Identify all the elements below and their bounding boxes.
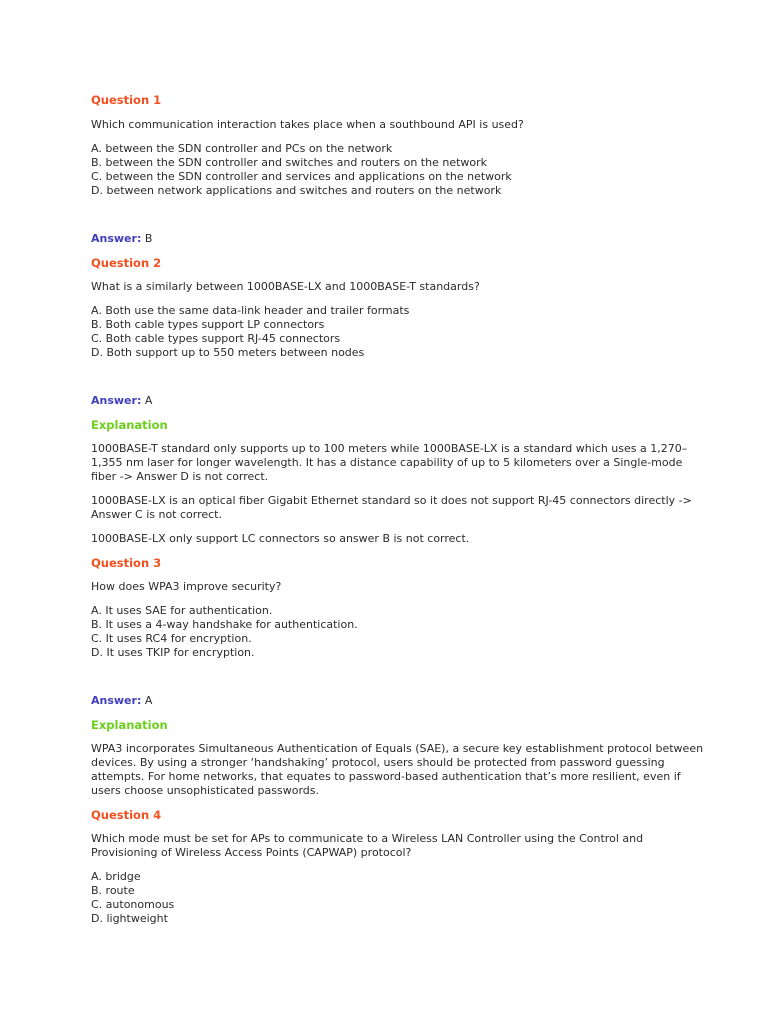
option-item: D. Both support up to 550 meters between nodes	[91, 346, 365, 359]
question-2-block	[91, 256, 711, 546]
explanation-paragraph: 1000BASE-LX is an optical fiber Gigabit Ethernet standard so it does not support RJ-45 connectors directly -> Answer C is not correct.	[91, 494, 692, 521]
question-1-block	[91, 93, 711, 246]
question-1-heading: Question 1	[91, 93, 162, 107]
question-2-answer	[91, 394, 711, 408]
question-4-options	[91, 870, 711, 926]
question-3-options	[91, 604, 711, 660]
explanation-paragraph: 1000BASE-T standard only supports up to 100 meters while 1000BASE-LX is a standard which uses a 1,270–1,355 nm laser for longer wavelength. It has a distance capability of up to 5 kilometers over a Single-mode fiber -> Answer D is not correct.	[91, 442, 688, 483]
question-2-options	[91, 304, 711, 360]
answer-label: Answer:	[91, 694, 142, 707]
question-3-answer	[91, 694, 711, 708]
answer-value: A	[141, 394, 153, 407]
question-1-options	[91, 142, 711, 198]
question-3-explanation-heading: Explanation	[91, 718, 168, 732]
option-item: A. It uses SAE for authentication.	[91, 604, 273, 617]
question-3-text: How does WPA3 improve security?	[91, 580, 282, 593]
question-4-heading: Question 4	[91, 808, 162, 822]
option-item: B. between the SDN controller and switches and routers on the network	[91, 156, 488, 169]
question-2-explanation-heading: Explanation	[91, 418, 168, 432]
question-4-block	[91, 808, 711, 926]
question-1-answer	[91, 232, 711, 246]
option-item: C. between the SDN controller and services and applications on the network	[91, 170, 512, 183]
option-item: B. route	[91, 884, 135, 897]
document-page	[91, 93, 711, 926]
explanation-paragraph: WPA3 incorporates Simultaneous Authentication of Equals (SAE), a secure key establishment protocol between devices. By using a stronger ‘handshaking’ protocol, users should be protected from password guessing attempts. For home networks, that equates to password-based authentication that’s more resilient, even if users choose unsophisticated passwords.	[91, 742, 704, 797]
question-2-text: What is a similarly between 1000BASE-LX and 1000BASE-T standards?	[91, 280, 480, 293]
option-item: C. autonomous	[91, 898, 175, 911]
option-item: D. lightweight	[91, 912, 168, 925]
option-item: A. Both use the same data-link header and trailer formats	[91, 304, 410, 317]
question-3-heading: Question 3	[91, 556, 162, 570]
option-item: A. between the SDN controller and PCs on the network	[91, 142, 393, 155]
answer-value: A	[141, 694, 153, 707]
option-item: B. It uses a 4-way handshake for authentication.	[91, 618, 358, 631]
question-1-text: Which communication interaction takes place when a southbound API is used?	[91, 118, 524, 131]
option-item: B. Both cable types support LP connectors	[91, 318, 325, 331]
answer-label: Answer:	[91, 394, 142, 407]
option-item: D. between network applications and switches and routers on the network	[91, 184, 502, 197]
explanation-paragraph: 1000BASE-LX only support LC connectors so answer B is not correct.	[91, 532, 470, 545]
option-item: D. It uses TKIP for encryption.	[91, 646, 255, 659]
question-4-text: Which mode must be set for APs to communicate to a Wireless LAN Controller using the Control and Provisioning of Wireless Access Points (CAPWAP) protocol?	[91, 832, 644, 859]
answer-value: B	[141, 232, 153, 245]
option-item: C. It uses RC4 for encryption.	[91, 632, 252, 645]
question-3-block	[91, 556, 711, 798]
option-item: C. Both cable types support RJ-45 connectors	[91, 332, 341, 345]
question-2-heading: Question 2	[91, 256, 162, 270]
answer-label: Answer:	[91, 232, 142, 245]
option-item: A. bridge	[91, 870, 141, 883]
